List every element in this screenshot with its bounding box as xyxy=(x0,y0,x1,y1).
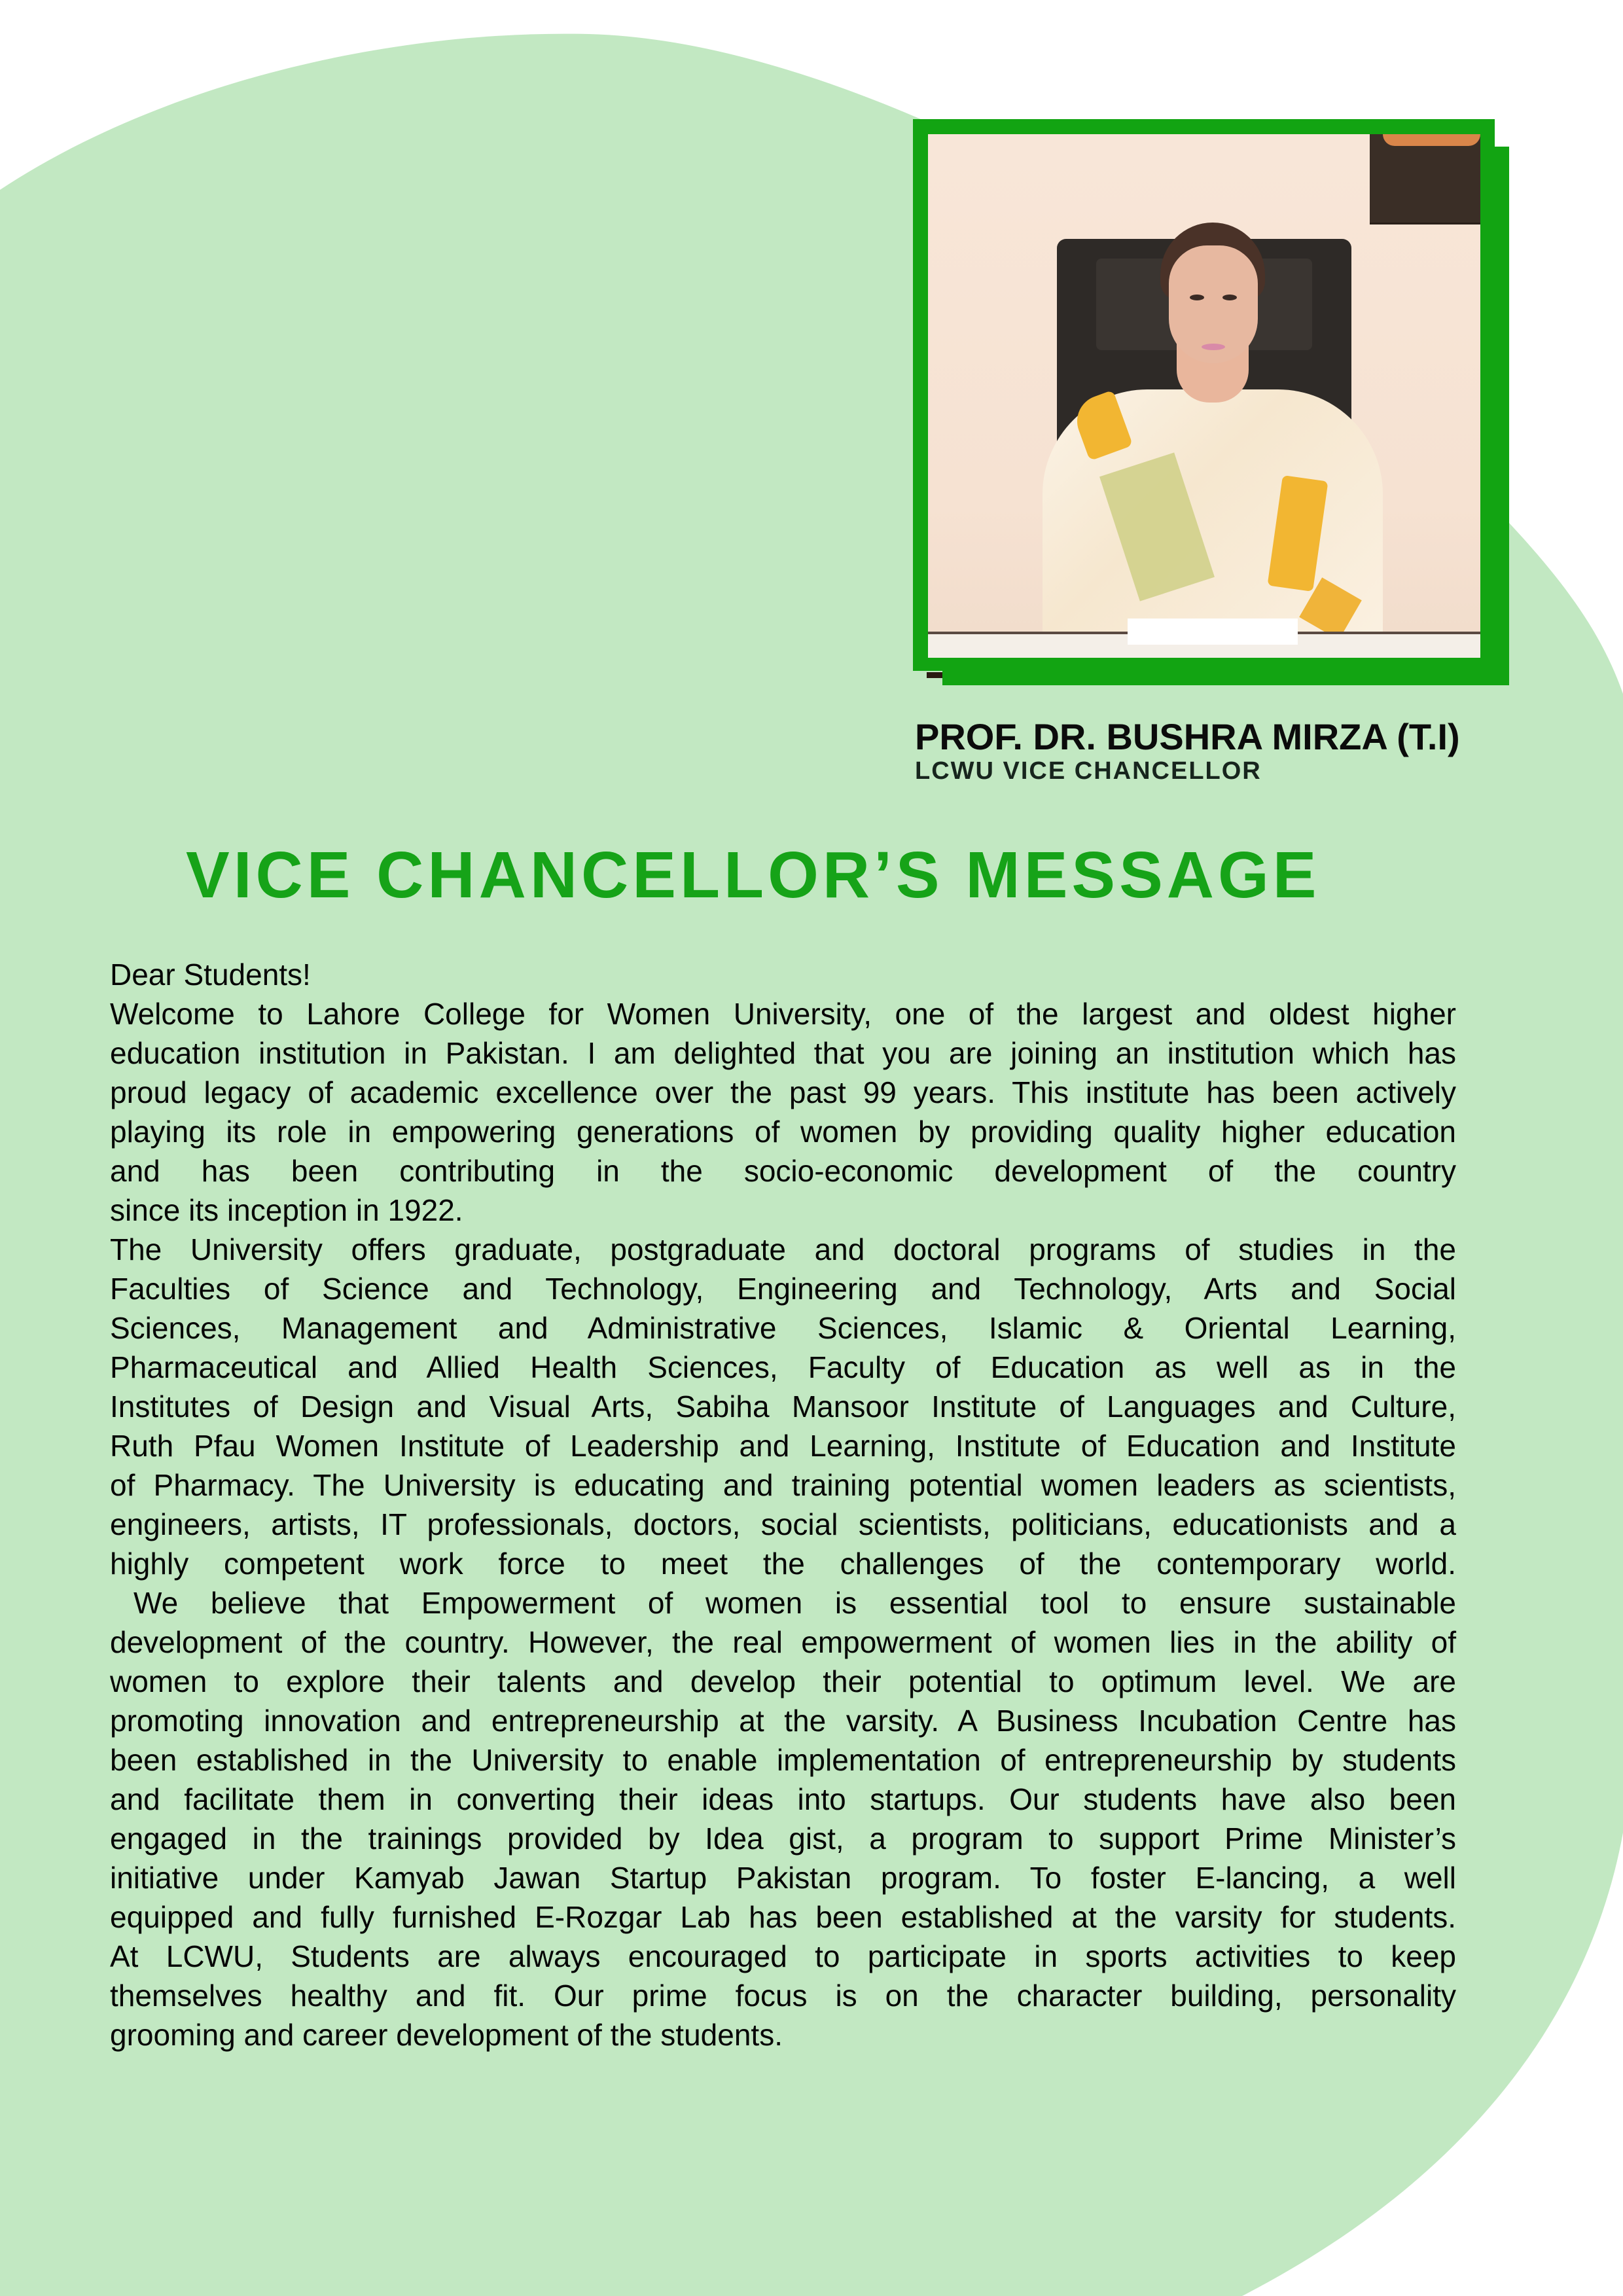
message-line: of Pharmacy. The University is educating and training potential women leaders as scientists, xyxy=(110,1468,1456,1502)
message-line: since its inception in 1922. xyxy=(110,1193,463,1227)
desk-nameplate xyxy=(1128,619,1298,645)
message-line: Welcome to Lahore College for Women University, one of the largest and oldest higher xyxy=(110,997,1456,1031)
message-line: engineers, artists, IT professionals, doctors, social scientists, politicians, educationists and a xyxy=(110,1507,1456,1541)
message-line: Ruth Pfau Women Institute of Leadership and Learning, Institute of Education and Institute xyxy=(110,1429,1456,1463)
message-line: We believe that Empowerment of women is essential tool to ensure sustainable xyxy=(134,1586,1456,1620)
message-line: equipped and fully furnished E-Rozgar Lab has been established at the varsity for students. xyxy=(110,1900,1456,1934)
message-line: Faculties of Science and Technology, Engineering and Technology, Arts and Social xyxy=(110,1272,1456,1306)
message-line: themselves healthy and fit. Our prime focus is on the character building, personality xyxy=(110,1979,1456,2013)
frame-accent xyxy=(927,672,942,678)
message-line: At LCWU, Students are always encouraged to participate in sports activities to keep xyxy=(110,1939,1456,1973)
person-eye xyxy=(1190,295,1204,300)
message-line: promoting innovation and entrepreneurship at the varsity. A Business Incubation Centre has xyxy=(110,1704,1456,1738)
message-body xyxy=(110,955,1456,2054)
message-line: grooming and career development of the students. xyxy=(110,2018,783,2052)
wall-painting xyxy=(1370,134,1480,224)
message-line: Dear Students! xyxy=(110,958,311,992)
message-line: The University offers graduate, postgraduate and doctoral programs of studies in the xyxy=(110,1232,1456,1266)
person-mouth xyxy=(1202,344,1225,350)
message-line: Pharmaceutical and Allied Health Sciences, Faculty of Education as well as in the xyxy=(110,1350,1456,1384)
person-name: PROF. DR. BUSHRA MIRZA (T.I) xyxy=(915,716,1460,757)
person-eye xyxy=(1222,295,1237,300)
message-line: women to explore their talents and develop their potential to optimum level. We are xyxy=(110,1664,1456,1698)
page-title: VICE CHANCELLOR’S MESSAGE xyxy=(186,838,1321,912)
message-line: education institution in Pakistan. I am delighted that you are joining an institution which has xyxy=(110,1036,1456,1070)
message-line: proud legacy of academic excellence over the past 99 years. This institute has been actively xyxy=(110,1075,1456,1109)
message-line: initiative under Kamyab Jawan Startup Pakistan program. To foster E-lancing, a well xyxy=(110,1861,1456,1895)
message-line: Institutes of Design and Visual Arts, Sabiha Mansoor Institute of Languages and Culture, xyxy=(110,1390,1456,1424)
message-line: and facilitate them in converting their ideas into startups. Our students have also been xyxy=(110,1782,1456,1816)
message-line: been established in the University to enable implementation of entrepreneurship by students xyxy=(110,1743,1456,1777)
message-line: highly competent work force to meet the challenges of the contemporary world. xyxy=(110,1547,1456,1581)
photo-frame xyxy=(913,119,1495,671)
message-line: development of the country. However, the real empowerment of women lies in the ability of xyxy=(110,1625,1456,1659)
message-line: engaged in the trainings provided by Idea gist, a program to support Prime Minister’s xyxy=(110,1821,1456,1856)
message-line: and has been contributing in the socio-economic development of the country xyxy=(110,1154,1456,1188)
person-role: LCWU VICE CHANCELLOR xyxy=(915,757,1262,785)
message-line: playing its role in empowering generations of women by providing quality higher education xyxy=(110,1115,1456,1149)
portrait-photo xyxy=(928,134,1480,658)
message-line: Sciences, Management and Administrative Sciences, Islamic & Oriental Learning, xyxy=(110,1311,1456,1345)
